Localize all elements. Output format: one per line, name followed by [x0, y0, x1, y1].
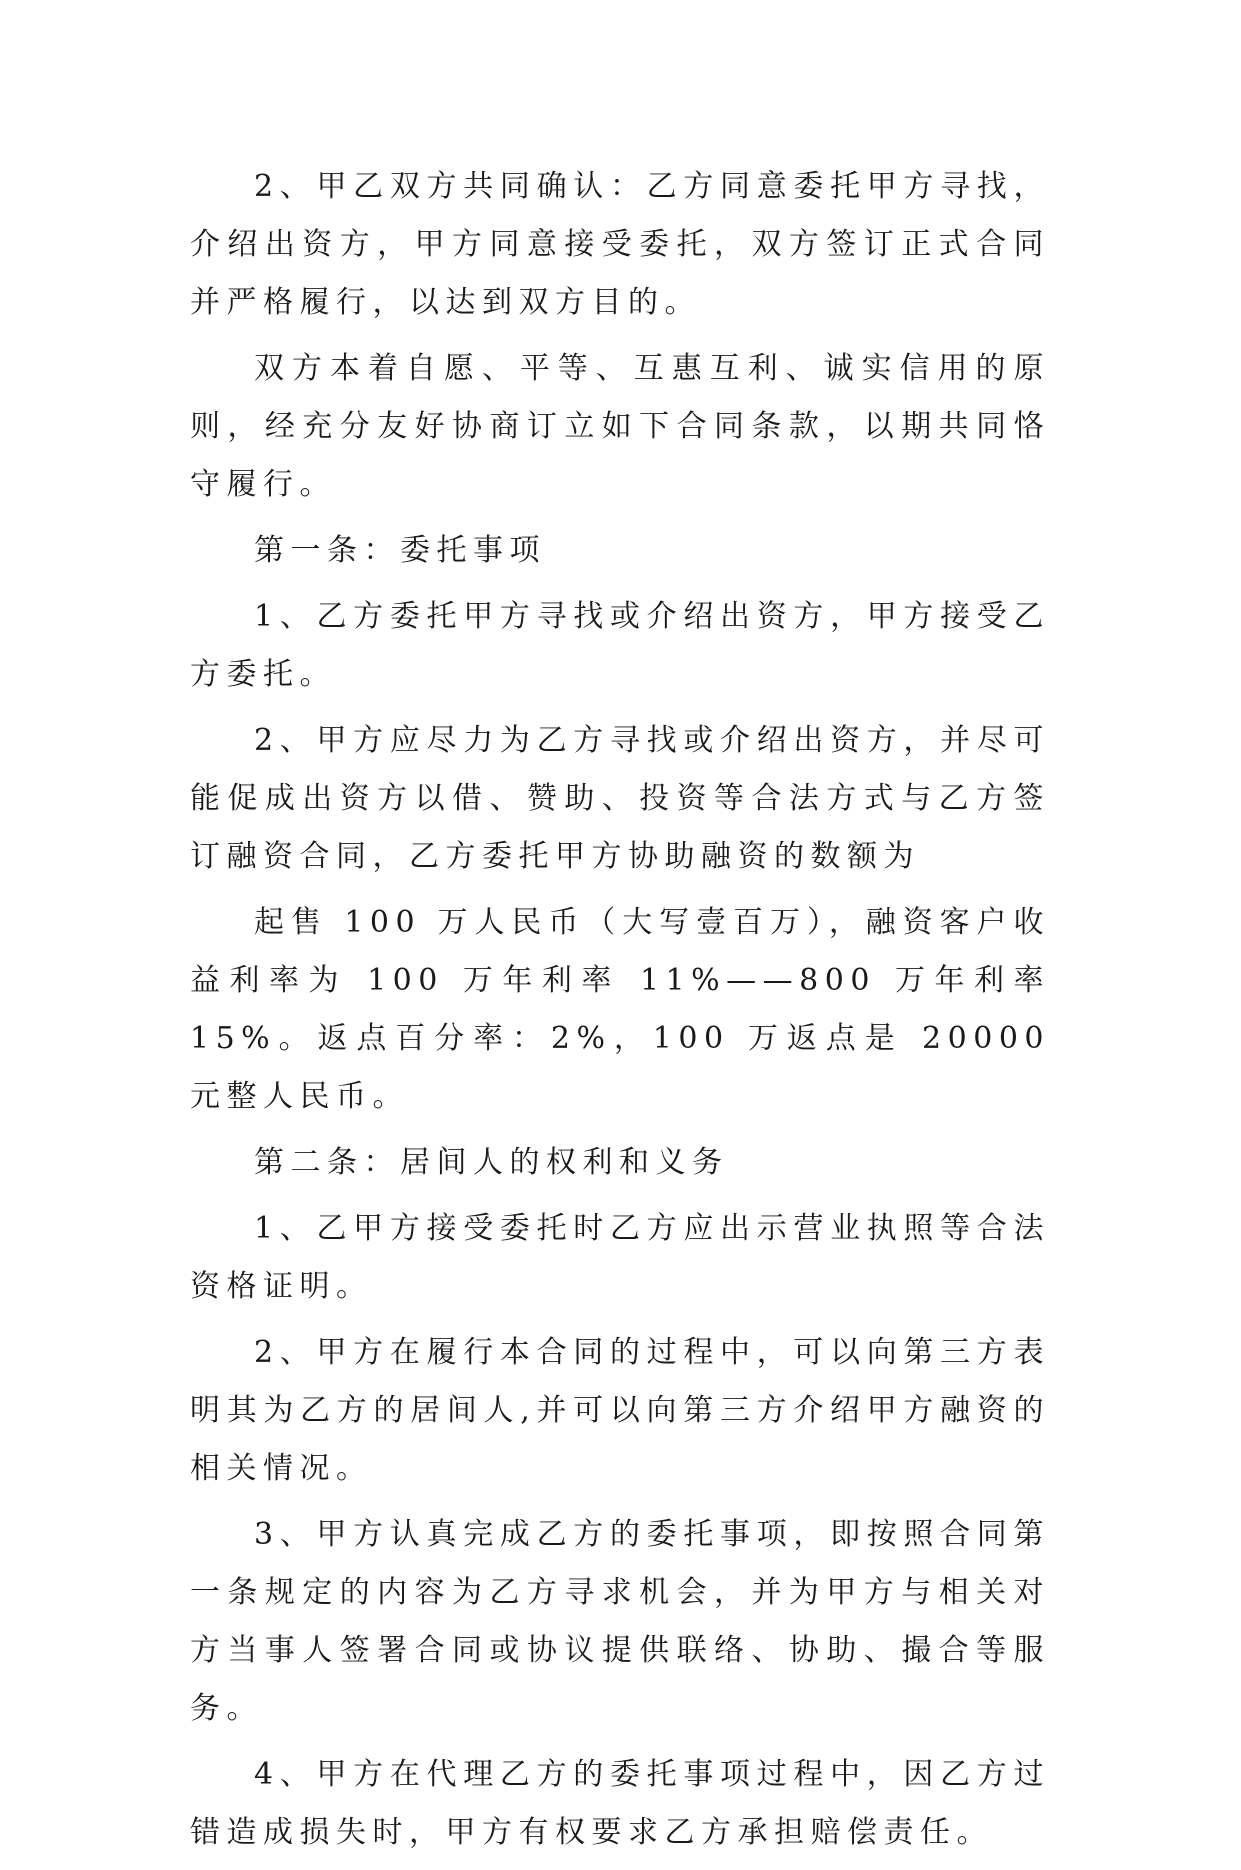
paragraph-principles: 双方本着自愿、平等、互惠互利、诚实信用的原则，经充分友好协商订立如下合同条款，以期共同恪守履行。	[190, 351, 1050, 502]
article-2-clause-3: 3、甲方认真完成乙方的委托事项，即按照合同第一条规定的内容为乙方寻求机会，并为甲方与相关对方当事人签署合同或协议提供联络、协助、撮合等服务。	[190, 1517, 1050, 1726]
article-1-clause-1: 1、乙方委托甲方寻找或介绍出资方，甲方接受乙方委托。	[190, 599, 1050, 692]
article-2-heading: 第二条：居间人的权利和义务	[254, 1145, 729, 1180]
article-1-heading: 第一条：委托事项	[254, 533, 546, 568]
article-1-clause-2: 2、甲方应尽力为乙方寻找或介绍出资方，并尽可能促成出资方以借、赞助、投资等合法方式与乙方签订融资合同，乙方委托甲方协助融资的数额为	[190, 723, 1050, 874]
article-2-clause-4: 4、甲方在代理乙方的委托事项过程中，因乙方过错造成损失时，甲方有权要求乙方承担赔偿责任。	[190, 1757, 1050, 1850]
document-page	[190, 158, 1050, 1870]
article-1-amount: 起售 100 万人民币（大写壹百万），融资客户收益利率为 100 万年利率 11%——800 万年利率 15%。返点百分率：2%，100 万返点是 20000 元整人民币。	[190, 905, 1050, 1114]
paragraph-confirmation: 2、甲乙双方共同确认：乙方同意委托甲方寻找，介绍出资方，甲方同意接受委托，双方签订正式合同并严格履行，以达到双方目的。	[190, 169, 1050, 320]
article-2-clause-1: 1、乙甲方接受委托时乙方应出示营业执照等合法资格证明。	[190, 1211, 1050, 1304]
article-2-clause-2: 2、甲方在履行本合同的过程中，可以向第三方表明其为乙方的居间人,并可以向第三方介绍甲方融资的相关情况。	[190, 1335, 1050, 1486]
